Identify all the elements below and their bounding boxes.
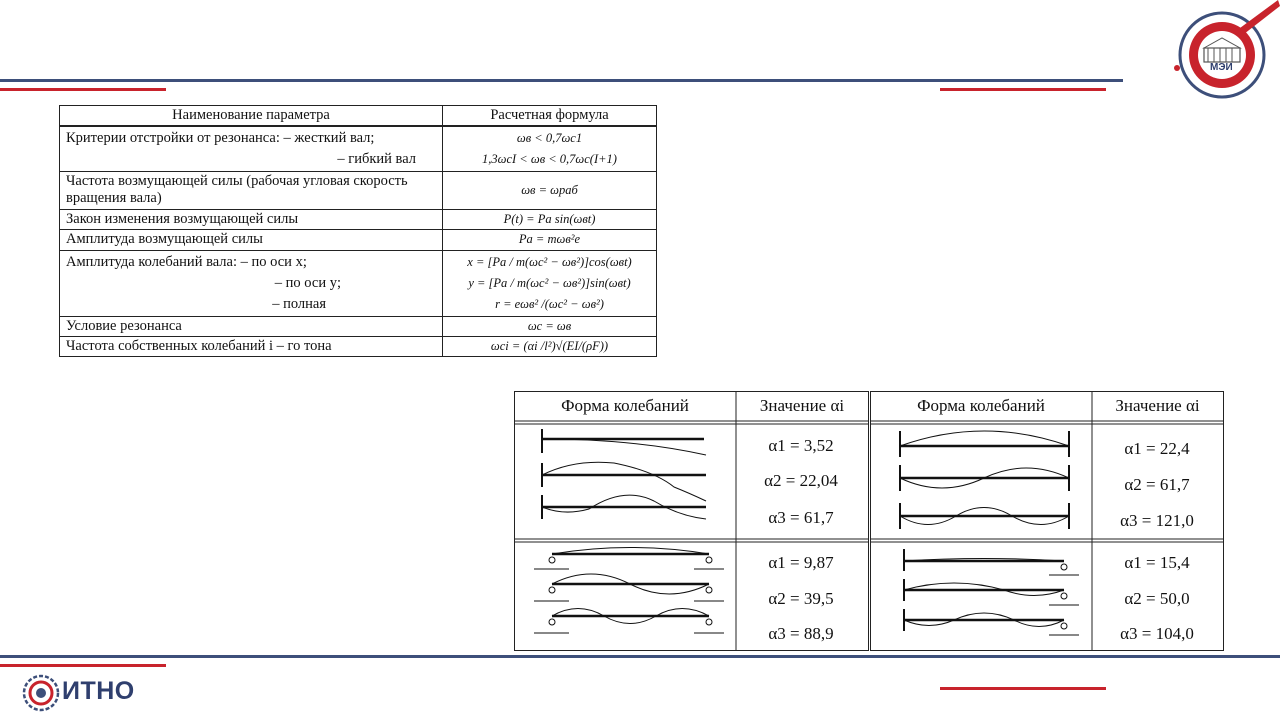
table-row [60, 230, 657, 250]
alpha-value: α1 = 15,4 [1124, 553, 1190, 572]
header-form-right: Форма колебаний [917, 396, 1045, 415]
header-value-right: Значение αi [1115, 396, 1200, 415]
param-name: – по оси y; [274, 274, 341, 291]
alpha-value: α2 = 22,04 [764, 471, 838, 490]
alpha-value: α1 = 22,4 [1124, 439, 1190, 458]
alpha-value: α3 = 61,7 [768, 508, 834, 527]
parameters-table [59, 105, 657, 357]
header-value-left: Значение αi [759, 396, 845, 415]
table-row [60, 126, 657, 172]
param-name: Амплитуда колебаний вала: – по оси x; [66, 253, 307, 270]
formula: Pa = mωв²e [443, 230, 657, 250]
param-name: Частота возмущающей силы (рабочая угловая скорость вращения вала) [60, 172, 443, 210]
table-row [60, 250, 657, 316]
alpha-value: α3 = 104,0 [1120, 624, 1194, 643]
formula: y = [Pa / m(ωc² − ωв²)]sin(ωвt) [468, 275, 631, 290]
header-form-left: Форма колебаний [561, 396, 689, 415]
formula: ωв = ωраб [443, 172, 657, 210]
alpha-value: α3 = 88,9 [768, 624, 834, 643]
bottom-left-accent [0, 664, 166, 667]
top-divider [0, 79, 1123, 82]
alpha-value: α3 = 121,0 [1120, 511, 1194, 530]
formula: ωc = ωв [443, 316, 657, 336]
mei-emblem [1170, 0, 1280, 105]
alpha-value: α2 = 61,7 [1124, 475, 1190, 494]
alpha-value: α1 = 3,52 [768, 436, 834, 455]
param-name: Амплитуда возмущающей силы [60, 230, 443, 250]
table-row [60, 316, 657, 336]
emblem-text: МЭИ [1210, 62, 1233, 73]
table-row [60, 209, 657, 229]
formula: r = eωв² /(ωc² − ωв²) [495, 296, 604, 311]
header-formula: Расчетная формула [443, 106, 657, 127]
param-name: Условие резонанса [60, 316, 443, 336]
bottom-divider [0, 655, 1280, 658]
itno-gear-icon [22, 674, 60, 712]
param-name: Критерии отстройки от резонанса: – жесткий вал; [66, 130, 375, 146]
formula: ωci = (αi /l²)√(EI/(ρF)) [443, 336, 657, 356]
top-right-accent [940, 88, 1106, 91]
formula: 1,3ωcI < ωв < 0,7ωc(I+1) [482, 152, 617, 166]
alpha-value: α2 = 50,0 [1124, 589, 1190, 608]
formula: P(t) = Pa sin(ωвt) [443, 209, 657, 229]
top-left-accent [0, 88, 166, 91]
param-name: Частота собственных колебаний i – го тона [60, 336, 443, 356]
vibration-modes-table [514, 391, 1223, 651]
itno-logo-text: ИТНО [62, 677, 135, 705]
alpha-value: α2 = 39,5 [768, 589, 834, 608]
bottom-right-accent [940, 687, 1106, 690]
table-row [60, 172, 657, 210]
table-row [60, 336, 657, 356]
param-name: Закон изменения возмущающей силы [60, 209, 443, 229]
table-header-row [60, 106, 657, 127]
header-parameter: Наименование параметра [60, 106, 443, 127]
param-name: – полная [272, 295, 326, 312]
formula: ωв < 0,7ωc1 [516, 131, 583, 145]
param-name: – гибкий вал [337, 151, 416, 167]
alpha-value: α1 = 9,87 [768, 553, 834, 572]
formula: x = [Pa / m(ωc² − ωв²)]cos(ωвt) [467, 254, 632, 269]
